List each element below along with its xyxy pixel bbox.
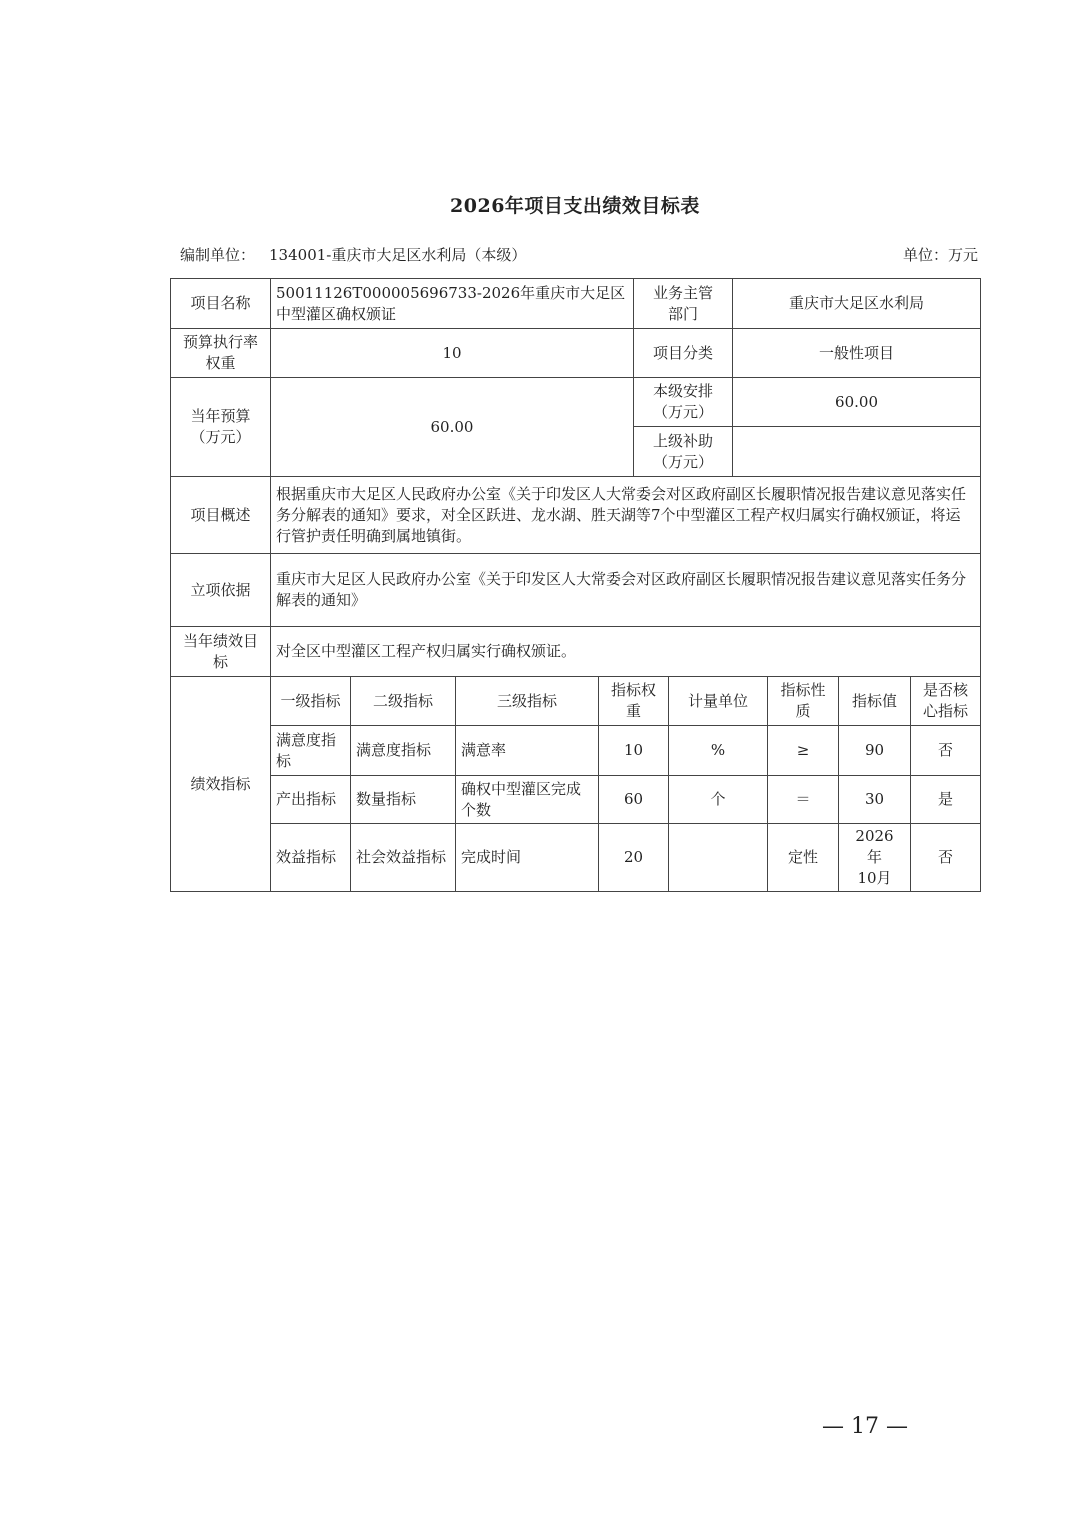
category-label: 项目分类 [634,329,733,378]
weight-value: 10 [271,329,634,378]
indicator-value: 30 [839,776,911,824]
local-label: 本级安排 （万元） [634,378,733,427]
indicator-value: 2026年 10月 [839,824,911,892]
overview-text: 根据重庆市大足区人民政府办公室《关于印发区人大常委会对区政府副区长履职情况报告建议意见落实任务分解表的通知》要求，对全区跃进、龙水湖、胜天湖等7个中型灌区工程产权归属实行确权颁证，将运行管护责任明确到属地镇街。 [271,477,981,554]
budget-label: 当年预算 （万元） [171,378,271,477]
compiling-unit-label: 编制单位： [180,246,256,264]
indicator-level1: 产出指标 [271,776,351,824]
indicator-weight: 20 [599,824,669,892]
indicator-core: 是 [911,776,981,824]
basis-text: 重庆市大足区人民政府办公室《关于印发区人大常委会对区政府副区长履职情况报告建议意见落实任务分解表的通知》 [271,554,981,627]
indicator-level2: 数量指标 [351,776,456,824]
header-level3: 三级指标 [456,677,599,726]
indicators-label: 绩效指标 [171,677,271,892]
indicator-unit: % [669,726,768,776]
indicator-row [171,824,981,892]
indicator-level3: 完成时间 [456,824,599,892]
dept-label: 业务主管部门 [634,279,733,329]
compiling-unit [180,244,526,265]
indicator-core: 否 [911,726,981,776]
header-core: 是否核心指标 [911,677,981,726]
indicator-nature: ≥ [768,726,839,776]
header-weight: 指标权重 [599,677,669,726]
indicator-level2: 社会效益指标 [351,824,456,892]
indicator-level1: 满意度指标 [271,726,351,776]
indicator-level2: 满意度指标 [351,726,456,776]
indicator-level3: 满意率 [456,726,599,776]
project-name-label: 项目名称 [171,279,271,329]
indicator-level3: 确权中型灌区完成个数 [456,776,599,824]
page-title: 2026年项目支出绩效目标表 [450,195,700,217]
goal-text: 对全区中型灌区工程产权归属实行确权颁证。 [271,627,981,677]
local-value: 60.00 [733,378,981,427]
indicator-level1: 效益指标 [271,824,351,892]
compiling-unit-value: 134001-重庆市大足区水利局（本级） [269,246,527,264]
budget-value: 60.00 [271,378,634,477]
indicator-nature: ＝ [768,776,839,824]
indicator-nature: 定性 [768,824,839,892]
header-value: 指标值 [839,677,911,726]
header-nature: 指标性质 [768,677,839,726]
project-name: 50011126T000005696733-2026年重庆市大足区中型灌区确权颁证 [271,279,634,329]
indicator-row [171,776,981,824]
indicator-unit [669,824,768,892]
header-level2: 二级指标 [351,677,456,726]
basis-label: 立项依据 [171,554,271,627]
indicator-weight: 10 [599,726,669,776]
indicator-weight: 60 [599,776,669,824]
currency-unit: 单位：万元 [902,246,978,264]
dept-value: 重庆市大足区水利局 [733,279,981,329]
header-level1: 一级指标 [271,677,351,726]
performance-target-table [170,278,981,892]
indicator-value: 90 [839,726,911,776]
overview-label: 项目概述 [171,477,271,554]
header-unit: 计量单位 [669,677,768,726]
upper-value [733,427,981,477]
indicator-unit: 个 [669,776,768,824]
upper-label: 上级补助 （万元） [634,427,733,477]
goal-label: 当年绩效目标 [171,627,271,677]
indicator-core: 否 [911,824,981,892]
weight-label: 预算执行率权重 [171,329,271,378]
indicator-row [171,726,981,776]
category-value: 一般性项目 [733,329,981,378]
page-number: — 17 — [822,1414,908,1439]
